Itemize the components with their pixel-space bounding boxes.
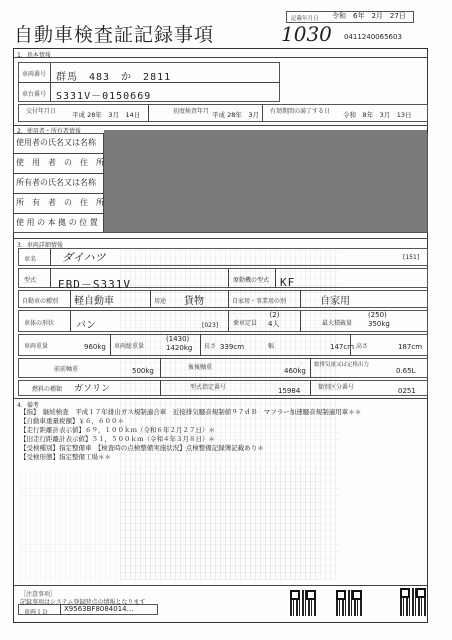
- class-number-value: 0251: [398, 387, 416, 395]
- weight-value: 960kg: [84, 343, 106, 351]
- document-number: 0411240065603: [344, 33, 402, 41]
- car-id-value: X9563BF8084014…: [64, 605, 134, 613]
- qr-code-3: [400, 588, 426, 616]
- width-value: 147cm: [330, 343, 355, 351]
- capacity-label: 乗車定員: [233, 320, 258, 327]
- length-value: 339cm: [220, 343, 245, 351]
- model-label: 型式: [24, 277, 37, 284]
- gross-weight-value: (1430) 1420kg: [166, 335, 193, 352]
- height-value: 187cm: [398, 343, 423, 351]
- maxload-value: (250) 350kg: [368, 311, 390, 328]
- document-title: 自動車検査証記録事項: [14, 24, 215, 46]
- fuel-value: ガソリン: [74, 384, 111, 394]
- type-number-label: 型式指定番号: [190, 384, 227, 391]
- section-3-heading: 3．車両詳細情報: [17, 242, 63, 249]
- expiry-value: 令和 8年 3月 13日: [343, 111, 412, 119]
- body-label: 車体の形状: [24, 320, 55, 327]
- engine-value: KF: [280, 276, 296, 289]
- displacement-label: 総排気量又は定格出力: [314, 362, 370, 368]
- notes-heading: ［注意事項］: [20, 591, 57, 598]
- expiry-label: 有効期間の満了する日: [270, 108, 331, 115]
- remark-line: 【受検種別】指定整備車 【検査時の点検整備実施状況】点検整備記録簿記載あり＊: [20, 444, 264, 452]
- kind-label: 自動車の種別: [22, 298, 59, 305]
- rear-axle-label: 後後軸重: [188, 364, 213, 371]
- model-value: EBD－S331V: [58, 278, 131, 291]
- maxload-label: 最大積載量: [322, 320, 353, 327]
- car-id-label: 車両ＩＤ: [24, 609, 49, 616]
- issue-date-value: 令和 6年 2月 27日: [332, 12, 406, 20]
- type-number-value: 15984: [278, 387, 301, 395]
- scan-noise: [20, 470, 320, 580]
- first-inspection-label: 初度検査年月: [173, 108, 210, 115]
- issue-date-row-label: 交付年月日: [26, 108, 57, 115]
- purpose-label: 自家用・事業用の別: [232, 298, 287, 305]
- remark-line: 【旧走行距離計表示値】５１，５００ｋｍ（令和４年３月８日）＊: [20, 435, 215, 443]
- qr-code-2: [336, 590, 362, 616]
- use-label: 用途: [154, 298, 167, 305]
- user-name-label: 使用者の氏名又は名称: [16, 138, 96, 147]
- first-inspection-value: 平成 28年 3月: [212, 111, 259, 119]
- remark-line: 【走行距離計表示値】６９，１００ｋｍ（令和６年２月２７日）＊: [20, 426, 215, 434]
- fuel-label: 燃料の種類: [32, 386, 63, 393]
- weight-label: 車両重量: [24, 343, 49, 350]
- section-2-heading: 2．使用者・所有者情報: [17, 128, 81, 135]
- remark-line: 【指】 継続検査 平成１７年排出ガス規制適合車 近接排気騒音規制値９７ｄＢ マフラー加速騒音規制適用車＊＊: [20, 408, 362, 416]
- vin-value: S331V－0150669: [56, 91, 152, 102]
- front-axle-value: 500kg: [132, 367, 154, 375]
- engine-label: 原動機の型式: [233, 277, 270, 284]
- use-value: 貨物: [184, 296, 204, 307]
- handwritten-number: 1030: [281, 22, 332, 46]
- issue-date-label: 記載年月日: [291, 16, 319, 22]
- displacement-value: 0.65L: [396, 367, 416, 375]
- remark-line: 【受検形態】指定整備工場＊＊: [20, 453, 111, 461]
- user-address-label: 使 用 者 の 住 所: [16, 158, 104, 167]
- redacted-personal-info: [104, 130, 427, 232]
- owner-address-label: 所 有 者 の 住 所: [16, 198, 104, 207]
- width-label: 幅: [268, 343, 275, 350]
- owner-name-label: 所有者の氏名又は名称: [16, 178, 96, 187]
- remark-line: 【自動車重量税額】￥６，６００＊: [20, 417, 124, 425]
- kind-value: 軽自動車: [74, 296, 114, 307]
- section-1-heading: 1．基本情報: [17, 52, 51, 59]
- capacity-value: (2) 4人: [268, 311, 280, 328]
- notes-text: 記録事項はシステム登録時点の情報となります: [20, 599, 146, 606]
- vin-label: 車台番号: [22, 91, 47, 98]
- body-code: [023]: [202, 322, 219, 329]
- gross-weight-label: 車両総重量: [114, 343, 145, 350]
- maker-value: ダイハツ: [62, 251, 106, 264]
- rear-axle-value: 460kg: [284, 367, 306, 375]
- maker-label: 車名: [24, 256, 37, 263]
- length-label: 長さ: [204, 343, 217, 350]
- reg-number-label: 車両番号: [22, 71, 47, 78]
- height-label: 高さ: [356, 343, 369, 350]
- front-axle-label: 前前軸重: [54, 366, 79, 373]
- issue-date-row-value: 平成 28年 3月 14日: [72, 111, 141, 119]
- qr-code-1: [290, 590, 316, 616]
- body-value: バン: [76, 320, 96, 331]
- base-location-label: 使 用 の 本 拠 の 位 置: [16, 218, 98, 227]
- maker-code: [151]: [403, 254, 420, 261]
- purpose-value: 自家用: [320, 296, 350, 307]
- section-4-heading: 4．備考: [17, 402, 39, 409]
- class-number-label: 類別区分番号: [318, 384, 355, 391]
- reg-number-value: 群馬 483 か 2811: [56, 72, 172, 83]
